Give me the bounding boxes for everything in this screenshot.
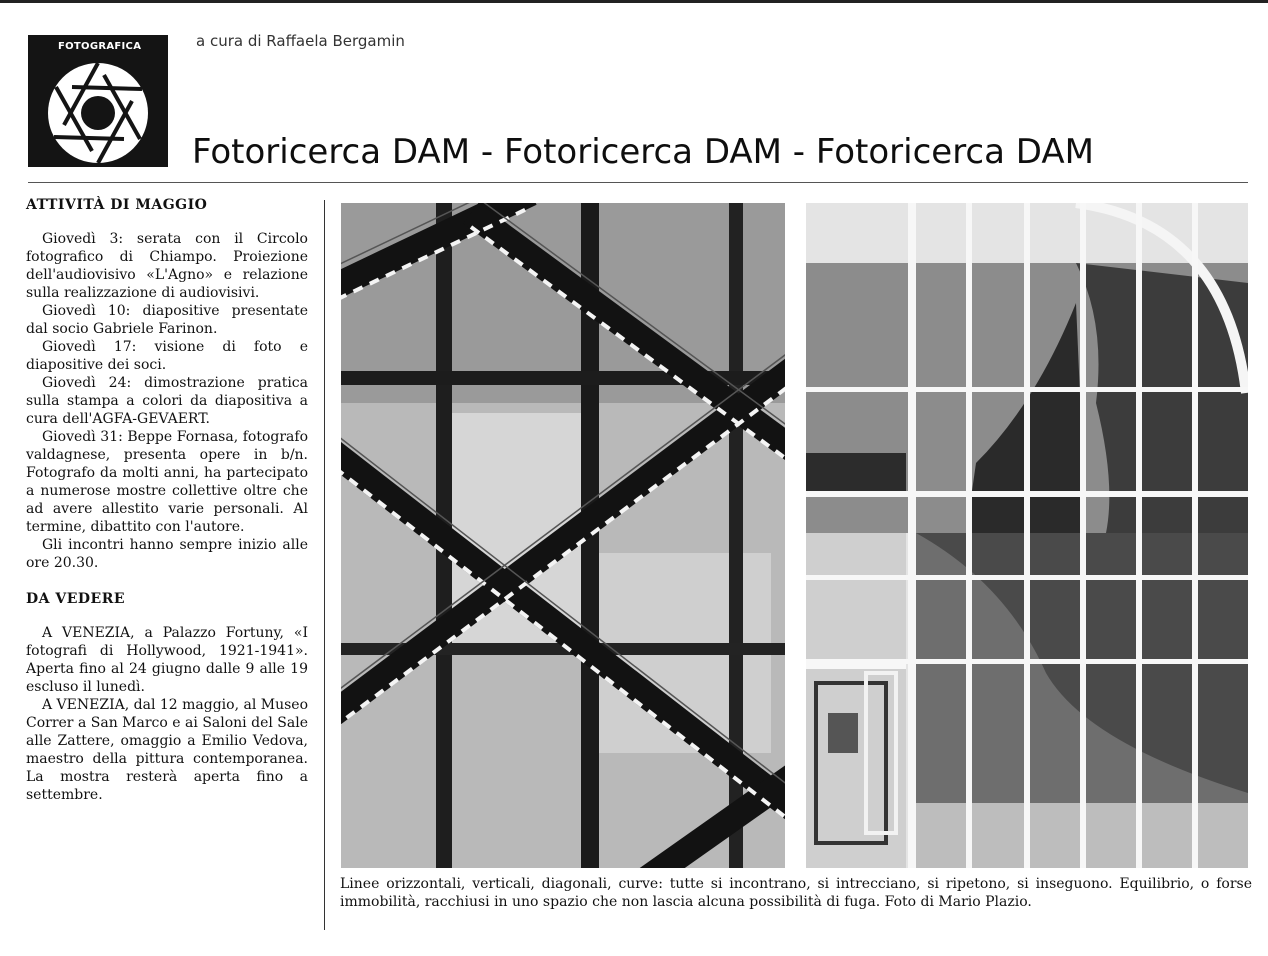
fotografica-logo (28, 35, 168, 167)
column-divider (324, 200, 325, 930)
activity-paragraph: Giovedì 31: Beppe Fornasa, fotografo valdagnese, presenta opere in b/n. Fotografo da molti anni, ha partecipato a numerose mostre collettive oltre che ad avere allestito varie personali. Al termine, dibattito con l'autore. (26, 429, 308, 535)
activity-paragraph: Giovedì 3: serata con il Circolo fotografico di Chiampo. Proiezione dell'audiovisivo «L'Agno» e relazione sulla realizzazione di audiovisivi. (26, 231, 308, 301)
exhibition-paragraph: A VENEZIA, dal 12 maggio, al Museo Correr a San Marco e ai Saloni del Sale alle Zattere, omaggio a Emilio Vedova, maestro della pittura contemporanea. La mostra resterà aperta fino a settembre. (26, 697, 309, 803)
photo-caption: Linee orizzontali, verticali, diagonali, curve: tutte si incontrano, si intrecciano, si ripetono, si inseguono. Equilibrio, o forse immobilità, racchiusi in uno spazio che non lascia alcuna possibilità di fuga. Foto di Mario Plazio. (340, 876, 1252, 910)
activity-paragraph: Gli incontri hanno sempre inizio alle ore 20.30. (26, 537, 308, 571)
camera-aperture-icon (44, 59, 152, 167)
glass-facade-photo (806, 203, 1248, 868)
activity-paragraph: Giovedì 10: diapositive presentate dal socio Gabriele Farinon. (26, 303, 308, 337)
activity-paragraph: Giovedì 17: visione di foto e diapositive dei soci. (26, 339, 308, 373)
activity-paragraph: Giovedì 24: dimostrazione pratica sulla stampa a colori da diapositiva a cura dell'AGFA-GEVAERT. (26, 375, 308, 427)
left-column (26, 196, 308, 804)
section-title-to-see: DA VEDERE (26, 591, 126, 607)
logo-label: FOTOGRAFICA (58, 41, 142, 52)
page-headline: Fotoricerca DAM - Fotoricerca DAM - Fotoricerca DAM (192, 132, 1094, 172)
top-rule (0, 0, 1268, 3)
exhibition-paragraph: A VENEZIA, a Palazzo Fortuny, «I fotografi di Hollywood, 1921-1941». Aperta fino al 24 giugno dalle 9 alle 19 escluso il lunedì. (26, 625, 308, 695)
headline-rule (28, 182, 1248, 183)
section-title-activities: ATTIVITÀ DI MAGGIO (26, 197, 208, 213)
staircase-photo (341, 203, 785, 868)
curator-credit: a cura di Raffaela Bergamin (196, 32, 405, 50)
